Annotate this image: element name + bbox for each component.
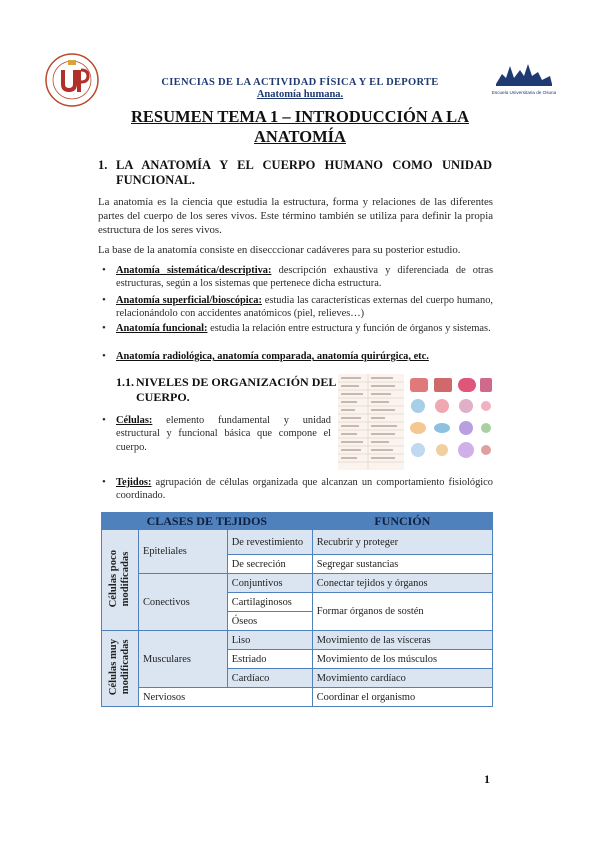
school-logo-icon: [492, 56, 556, 102]
table-cell-conectivos: Conectivos: [139, 574, 228, 631]
list-item: [116, 264, 493, 291]
subsection-heading: NIVELES DE ORGANIZACIÓN DEL CUERPO.: [136, 375, 336, 404]
page-title: [80, 107, 520, 147]
list-item-term: Tejidos:: [116, 477, 152, 488]
table-cell-recubrir: Recubrir y proteger: [312, 530, 492, 555]
list-item-term: Anatomía funcional:: [116, 323, 208, 334]
table-header-classes: CLASES DE TEJIDOS: [102, 513, 313, 530]
header-subject: Anatomía humana.: [256, 89, 344, 100]
list-item-term: Células:: [116, 415, 153, 426]
list-item-text: descripción exhaustiva y diferenciada de otras estructuras, según a los sistemas que pertenece dicha estructura.: [116, 265, 493, 290]
section-number: 1.: [98, 158, 108, 172]
list-item-text: agrupación de células organizada que alcanzan un comportamiento fisiológico coordinado.: [116, 477, 493, 502]
table-cell-liso: Liso: [227, 631, 312, 650]
list-item-text: estudia las características externas del cuerpo humano, relacionándolo con accidentes anatómicos (piel, relieves…): [116, 295, 493, 320]
table-cell-epiteliales: Epiteliales: [139, 530, 228, 574]
cell-types-illustration-icon: [338, 374, 494, 470]
table-cell-mov-visceras: Movimiento de las vísceras: [312, 631, 492, 650]
table-cell-mov-musculos: Movimiento de los músculos: [312, 650, 492, 669]
list-item-term: Anatomía radiológica, anatomía comparada, anatomía quirúrgica, etc.: [116, 351, 429, 362]
university-seal-icon: [44, 52, 100, 108]
list-item: [116, 476, 493, 503]
group-label-poco-modificadas: Células poco modificadas: [102, 530, 139, 631]
tissue-classes-table: [101, 512, 493, 707]
table-cell-cardiaco: Cardíaco: [227, 669, 312, 688]
group-label-muy-modificadas: Células muy modificadas: [102, 631, 139, 707]
table-cell-oseos: Óseos: [227, 612, 312, 631]
table-cell-conjuntivos: Conjuntivos: [227, 574, 312, 593]
list-item: [116, 350, 493, 363]
table-cell-musculares: Musculares: [139, 631, 228, 688]
header-degree: CIENCIAS DE LA ACTIVIDAD FÍSICA Y EL DEPORTE: [161, 77, 439, 88]
table-cell-nerviosos: Nerviosos: [139, 688, 313, 707]
table-cell-secrecion: De secreción: [227, 555, 312, 574]
page-title-line1: RESUMEN TEMA 1 – INTRODUCCIÓN A LA: [131, 107, 469, 126]
table-cell-coordinar: Coordinar el organismo: [312, 688, 492, 707]
list-item: [116, 294, 493, 321]
section-heading: LA ANATOMÍA Y EL CUERPO HUMANO COMO UNIDAD FUNCIONAL.: [116, 158, 492, 187]
paragraph-definition: La anatomía es la ciencia que estudia la estructura, forma y relaciones de las diferentes partes del cuerpo de los seres vivos. Este término también se utiliza para definir la propia estructura de los seres vivos.: [98, 196, 493, 236]
table-cell-estriado: Estriado: [227, 650, 312, 669]
subsection-number: 1.1.: [116, 375, 134, 389]
school-logo-text: Escuela Universitaria de Osuna: [492, 90, 556, 95]
table-cell-conectar: Conectar tejidos y órganos: [312, 574, 492, 593]
table-cell-revestimiento: De revestimiento: [227, 530, 312, 555]
table-cell-segregar: Segregar sustancias: [312, 555, 492, 574]
table-cell-formar: Formar órganos de sostén: [312, 593, 492, 631]
list-item-text: elemento fundamental y unidad estructural y funcional básica que compone el cuerpo.: [116, 415, 331, 453]
page-title-line2: ANATOMÍA: [254, 127, 346, 146]
list-item-text: estudia la relación entre estructura y función de órganos y sistemas.: [207, 323, 491, 334]
table-header-function: FUNCIÓN: [312, 513, 492, 530]
list-item-term: Anatomía superficial/bioscópica:: [116, 295, 262, 306]
table-cell-cartilaginosos: Cartilaginosos: [227, 593, 312, 612]
list-item-term: Anatomía sistemática/descriptiva:: [116, 265, 272, 276]
page-number: 1: [484, 772, 490, 786]
paragraph-dissection: La base de la anatomía consiste en disecccionar cadáveres para su posterior estudio.: [98, 244, 461, 256]
list-item: [116, 322, 493, 335]
list-item: [116, 414, 331, 454]
table-cell-mov-cardiaco: Movimiento cardíaco: [312, 669, 492, 688]
